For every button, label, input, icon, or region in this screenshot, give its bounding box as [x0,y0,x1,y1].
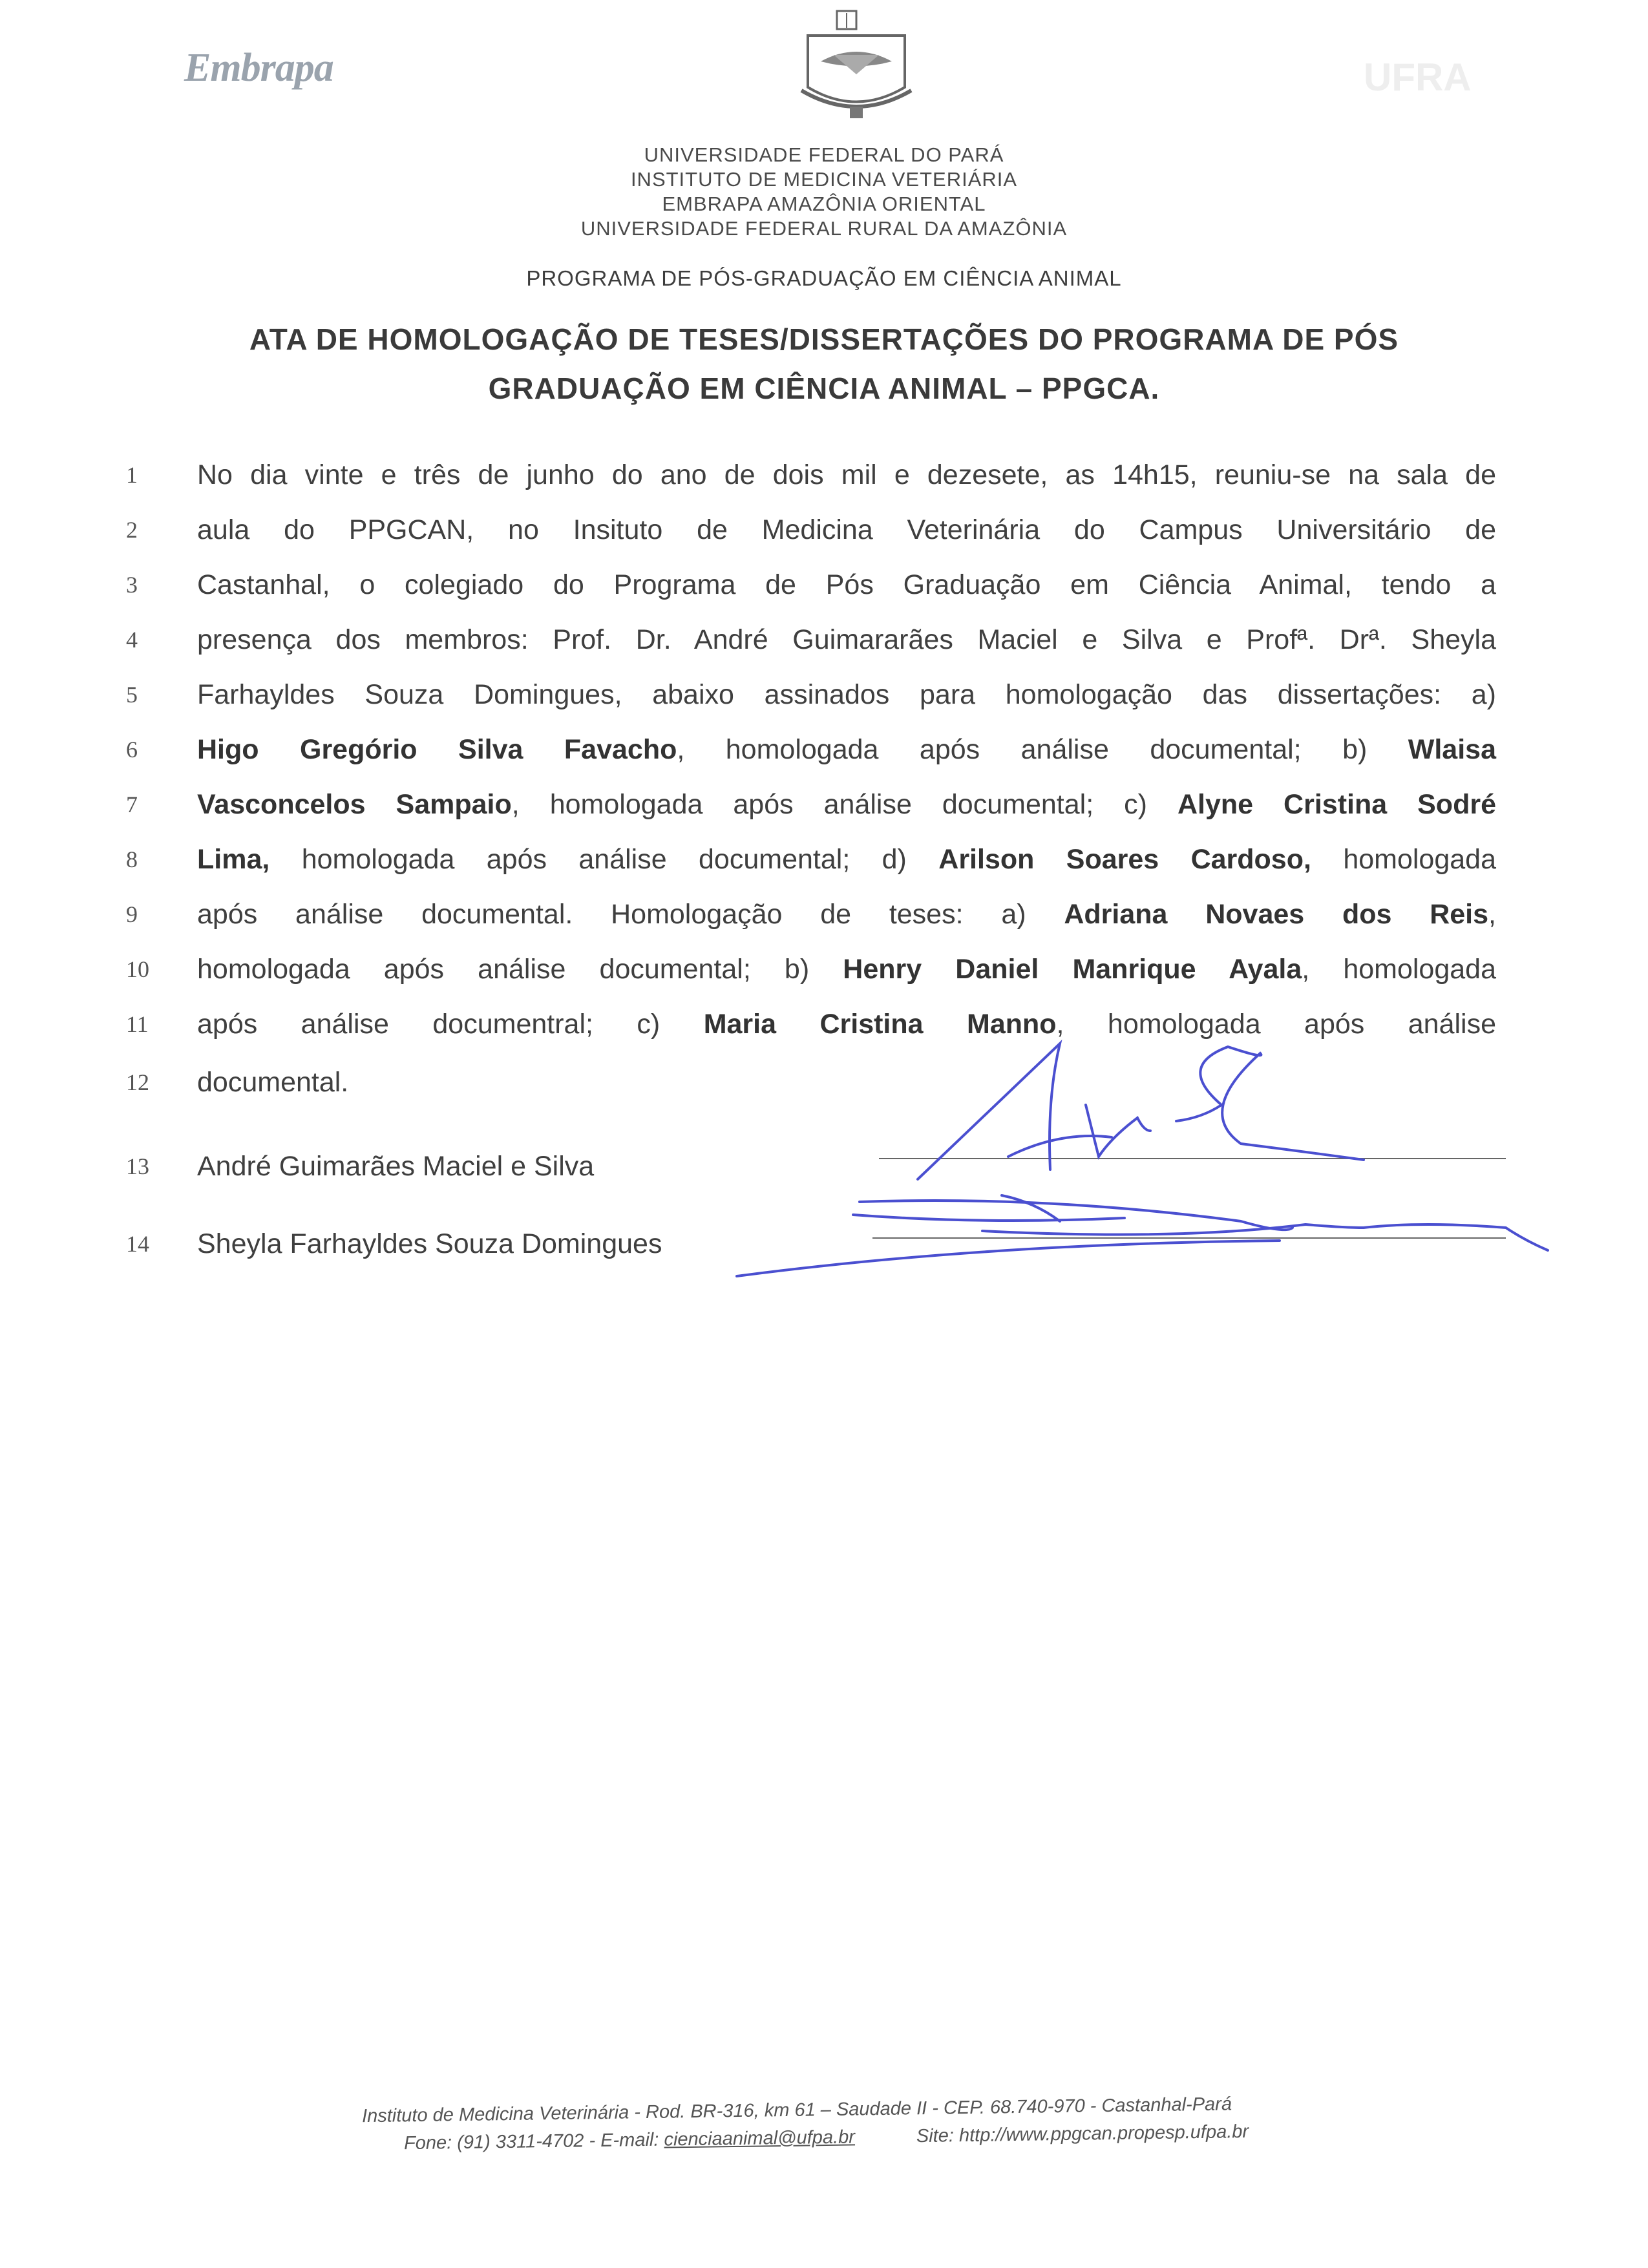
body-line [126,565,1496,604]
student-name: Arilson Soares Cardoso, [938,844,1311,875]
line-number: 5 [126,682,138,708]
student-name: Henry Daniel Manrique Ayala [843,954,1302,985]
document-title-line2: GRADUAÇÃO EM CIÊNCIA ANIMAL – PPGCA. [488,372,1160,405]
line-text: Lima, homologada após análise documental; d) Arilson Soares Cardoso, homologada [197,844,1497,875]
student-name: Vasconcelos Sampaio [197,789,512,820]
body-line [126,840,1496,879]
line-number: 6 [126,737,138,762]
line-text: presença dos membros: Prof. Dr. André Guimararães Maciel e Silva e Profª. Drª. Sheyla [197,624,1496,655]
ufra-logo: UFRA [1364,56,1472,99]
line-text: após análise documental. Homologação de teses: a) Adriana Novaes dos Reis, [197,899,1496,930]
body-line [126,510,1496,549]
handwritten-signature [724,1008,1564,1279]
institution-line: EMBRAPA AMAZÔNIA ORIENTAL [662,193,986,215]
body-line [126,895,1496,934]
body-line [126,620,1496,659]
program-name: PROGRAMA DE PÓS-GRADUAÇÃO EM CIÊNCIA ANIMAL [526,266,1122,290]
line-text: homologada após análise documental; b) Henry Daniel Manrique Ayala, homologada [197,954,1497,985]
footer-address: Instituto de Medicina Veterinária - Rod. BR-316, km 61 – Saudade II - CEP. 68.740-970 - Castanhal-Pará [361,2094,1232,2127]
institution-line: INSTITUTO DE MEDICINA VETERIÁRIA [630,168,1018,191]
line-text: documental. [197,1067,349,1098]
university-crest-logo [795,10,918,123]
line-text: Higo Gregório Silva Favacho, homologada após análise documental; b) Wlaisa [197,734,1496,765]
student-name: Adriana Novaes dos Reis [1064,899,1489,930]
institution-line: UNIVERSIDADE FEDERAL RURAL DA AMAZÔNIA [580,217,1068,240]
site-text: Site: http://www.ppgcan.propesp.ufpa.br [916,2121,1249,2147]
institution-line: UNIVERSIDADE FEDERAL DO PARÁ [644,143,1004,166]
line-number: 11 [126,1011,149,1037]
body-line [126,785,1496,824]
line-text: No dia vinte e três de junho do ano de dois mil e dezesete, as 14h15, reuniu-se na sala de [197,459,1496,490]
student-name: Higo Gregório Silva Favacho [197,734,677,765]
line-text: Castanhal, o colegiado do Programa de Pós Graduação em Ciência Animal, tendo a [197,569,1496,600]
student-name: Maria Cristina Manno [703,1009,1057,1040]
line-number: 1 [126,462,138,488]
body-line [126,456,1496,494]
line-number: 2 [126,517,138,543]
line-number: 7 [126,792,138,817]
body-line [126,730,1496,769]
body-line [126,675,1496,714]
signatory-name: André Guimarães Maciel e Silva [197,1151,595,1182]
line-text: aula do PPGCAN, no Insituto de Medicina Veterinária do Campus Universitário de [197,514,1496,545]
line-text: Vasconcelos Sampaio, homologada após análise documental; c) Alyne Cristina Sodré [197,789,1496,820]
line-text: após análise documentral; c) Maria Cristina Manno, homologada após análise [197,1009,1497,1040]
student-name: Alyne Cristina Sodré [1177,789,1496,820]
line-number: 10 [126,956,149,982]
student-name: Lima, [197,844,270,875]
line-number: 14 [126,1231,149,1257]
line-number: 12 [126,1069,149,1095]
email-link[interactable]: cienciaanimal@ufpa.br [664,2126,856,2150]
line-number: 9 [126,901,138,927]
body-line [126,950,1496,989]
line-number: 3 [126,572,138,598]
line-text: Farhayldes Souza Domingues, abaixo assinados para homologação das dissertações: a) [197,679,1496,710]
line-number: 8 [126,846,138,872]
line-number: 4 [126,627,138,653]
line-number: 13 [126,1153,149,1179]
signatory-name: Sheyla Farhayldes Souza Domingues [197,1228,662,1259]
student-name: Wlaisa [1408,734,1496,765]
embrapa-logo: Embrapa [184,46,333,90]
document-title-line1: ATA DE HOMOLOGAÇÃO DE TESES/DISSERTAÇÕES DO PROGRAMA DE PÓS [249,322,1399,356]
footer-contact: Fone: (91) 3311-4702 - E-mail: cienciaanimal@ufpa.br Site: http://www.ppgcan.propesp.ufpa.br [403,2121,1249,2154]
